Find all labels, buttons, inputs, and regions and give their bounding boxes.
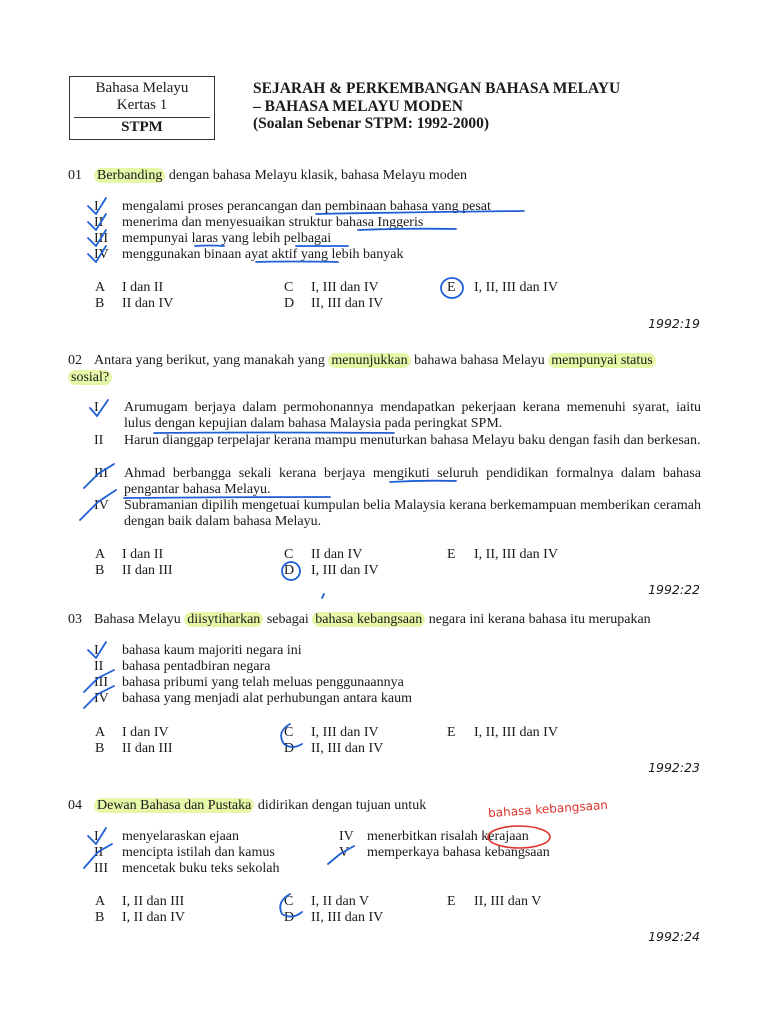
answer-e: E II, III dan V bbox=[447, 894, 542, 909]
year-code: 1992:22 bbox=[648, 582, 700, 597]
answer-c: C I, II dan V bbox=[284, 894, 370, 909]
highlight: Berbanding bbox=[94, 168, 165, 183]
list-item: Subramanian dipilih mengetuai kumpulan belia Malaysia kerana berkemampuan memberikan ceramah dengan baik dalam bahasa Melayu. bbox=[124, 498, 701, 530]
paper-number: Kertas 1 bbox=[116, 97, 168, 113]
question-2-stem bbox=[68, 352, 656, 369]
year-code: 1992:23 bbox=[648, 760, 700, 775]
roman-numeral: I bbox=[94, 400, 99, 415]
list-item: Ahmad berbangga sekali kerana berjaya mengikuti seluruh pendidikan formalnya dalam bahasa pengantar bahasa Melayu. bbox=[124, 466, 701, 498]
highlight: Dewan Bahasa dan Pustaka bbox=[94, 798, 254, 813]
question-number: 03 bbox=[68, 612, 82, 627]
stem-text: negara ini kerana bahasa itu merupakan bbox=[425, 612, 651, 627]
exam-name: STPM bbox=[74, 117, 210, 136]
question-1-options: I mengalami proses perancangan dan pembinaan bahasa yang pesat II menerima dan menyesuaikan struktur bahasa Inggeris III mempunyai laras yang lebih pelbagai IV menggunakan binaan ayat aktif yang lebih banyak bbox=[94, 199, 491, 262]
answer-a: A I dan IV bbox=[95, 725, 169, 740]
answer-c: C I, III dan IV bbox=[284, 280, 379, 295]
question-2-stem-cont bbox=[68, 369, 112, 386]
stem-text: sebagai bbox=[263, 612, 313, 627]
question-number: 01 bbox=[68, 168, 82, 183]
answer-d: D II, III dan IV bbox=[284, 741, 384, 756]
answer-b: B II dan III bbox=[95, 563, 173, 578]
list-item: Arumugam berjaya dalam permohonannya mendapatkan pekerjaan kerana memenuhi syarat, iaitu lulus dengan kepujian dalam bahasa Malaysia pada peringkat SPM. bbox=[124, 400, 701, 432]
question-4-stem bbox=[68, 797, 426, 814]
roman-numeral: IV bbox=[94, 498, 109, 513]
question-3-options: I bahasa kaum majoriti negara ini II bahasa pentadbiran negara III bahasa pribumi yang telah meluas penggunaannya IV bahasa yang menjadi alat perhubungan antara kaum bbox=[94, 643, 412, 706]
answer-a: A I, II dan III bbox=[95, 894, 185, 909]
title-line-2: – BAHASA MELAYU MODEN bbox=[253, 97, 463, 115]
answer-d: D I, III dan IV bbox=[284, 563, 379, 578]
list-item: Harun dianggap terpelajar kerana mampu menuturkan bahasa Melayu baku dengan fasih dan berkesan. bbox=[124, 433, 701, 448]
subject-name: Bahasa Melayu bbox=[95, 80, 189, 96]
highlight: mempunyai status bbox=[548, 353, 656, 368]
answer-d: D II, III dan IV bbox=[284, 296, 384, 311]
question-4-options: I menyelaraskan ejaan II mencipta istilah dan kamus III mencetak buku teks sekolah IV menerbitkan risalah kerajaan V memperkaya bahasa kebangsaan bbox=[94, 829, 550, 876]
highlight: menunjukkan bbox=[328, 353, 410, 368]
answer-a: A I dan II bbox=[95, 280, 164, 295]
roman-numeral: III bbox=[94, 466, 108, 481]
title-line-1: SEJARAH & PERKEMBANGAN BAHASA MELAYU bbox=[253, 80, 621, 97]
stem-text: Bahasa Melayu bbox=[94, 612, 185, 627]
ink-dot bbox=[322, 594, 324, 598]
highlight: diisytiharkan bbox=[184, 612, 263, 627]
answer-d: D II, III dan IV bbox=[284, 910, 384, 925]
question-1-stem bbox=[68, 167, 467, 184]
stem-text: bahawa bahasa Melayu bbox=[410, 353, 549, 368]
stem-text: didirikan dengan tujuan untuk bbox=[254, 798, 427, 813]
title-line-3: (Soalan Sebenar STPM: 1992-2000) bbox=[253, 115, 490, 132]
stem-text: Antara yang berikut, yang manakah yang bbox=[94, 353, 329, 368]
answer-e: E I, II, III dan IV bbox=[447, 280, 558, 295]
answer-b: B I, II dan IV bbox=[95, 910, 185, 925]
answer-a: A I dan II bbox=[95, 547, 164, 562]
year-code: 1992:24 bbox=[648, 929, 700, 944]
year-code: 1992:19 bbox=[648, 316, 700, 331]
page-title bbox=[253, 80, 713, 133]
highlight: sosial? bbox=[68, 370, 112, 385]
answer-e: E I, II, III dan IV bbox=[447, 725, 558, 740]
subject-box bbox=[69, 76, 215, 140]
answer-b: B II dan IV bbox=[95, 296, 174, 311]
answer-e: E I, II, III dan IV bbox=[447, 547, 558, 562]
stem-text: dengan bahasa Melayu klasik, bahasa Melayu moden bbox=[165, 168, 468, 183]
question-3-stem bbox=[68, 611, 651, 628]
roman-numeral: II bbox=[94, 433, 104, 448]
highlight: bahasa kebangsaan bbox=[312, 612, 425, 627]
answer-b: B II dan III bbox=[95, 741, 173, 756]
question-number: 04 bbox=[68, 798, 82, 813]
question-number: 02 bbox=[68, 353, 82, 368]
answer-c: C II dan IV bbox=[284, 547, 363, 562]
answer-c: C I, III dan IV bbox=[284, 725, 379, 740]
handwritten-note: bahasa kebangsaan bbox=[487, 797, 609, 821]
